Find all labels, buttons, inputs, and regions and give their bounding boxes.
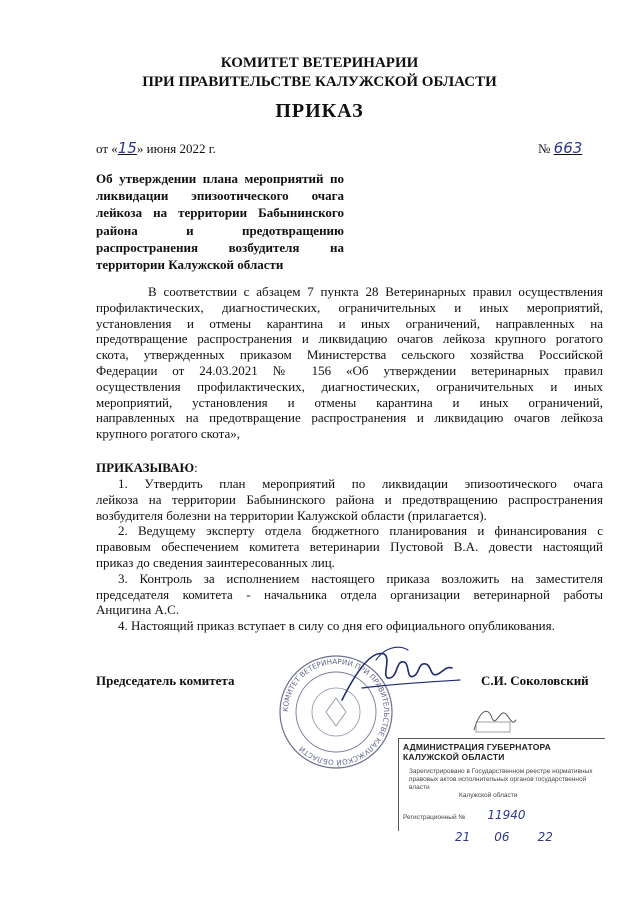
order-subject <box>96 170 344 273</box>
stamp-reg-number: 11940 <box>487 808 526 822</box>
signatory-name: С.И. Соколовский <box>481 673 589 688</box>
item-line: 3. Контроль за исполнением настоящего приказа возложить на заместителя <box>118 570 603 586</box>
date-day-handwritten: 15 <box>117 139 137 157</box>
preamble-line: В соответствии с абзацем 7 пункта 28 Ветеринарных правил осуществления <box>148 284 603 299</box>
preamble-line: установления и отмены карантина и иных ограничений, направленных на <box>96 315 603 331</box>
order-number <box>538 139 582 157</box>
agency-name-line2: ПРИ ПРАВИТЕЛЬСТВЕ КАЛУЖСКОЙ ОБЛАСТИ <box>142 74 497 90</box>
signature-scribble <box>332 640 472 710</box>
stamp-reg-label: Регистрационный № <box>403 814 466 821</box>
number-value-handwritten: 663 <box>553 139 583 157</box>
preamble-line: направленных на предотвращение распространения и ликвидацию очагов лейкоза <box>96 410 603 426</box>
subject-line: Об утверждении плана мероприятий по <box>96 171 344 186</box>
date-prefix: от « <box>96 141 118 156</box>
preamble-line: мероприятий, установления и отмены карантина и иных ограничений, <box>96 394 603 410</box>
stamp-line1: Зарегистрировано в Государственном реестре нормативных <box>409 768 593 775</box>
item-line: 4. Настоящий приказ вступает в силу со дня его официального опубликования. <box>118 618 555 634</box>
item-line: лейкоза на территории Бабынинского района и предотвращению распространения <box>96 491 603 507</box>
stamp-line3: Калужской области <box>459 792 518 799</box>
document-type: ПРИКАЗ <box>275 100 364 122</box>
preamble-line: профилактических, диагностических, ограничительных и иных мероприятий, <box>96 299 603 315</box>
stamp-date-row <box>455 828 605 846</box>
item-line: возбудителя болезни на территории Калужской области (прилагается). <box>96 507 487 523</box>
preamble-line: осуществления профилактических, диагностических, ограничительных и иных <box>96 378 603 394</box>
stamp-date-day: 21 <box>455 830 471 844</box>
stamp-date-month: 06 <box>494 830 510 844</box>
item-line: приказ до сведения заинтересованных лиц. <box>96 554 335 570</box>
stamp-line2: правовых актов исполнительных органов государственной власти <box>409 776 587 791</box>
order-item <box>96 523 603 570</box>
preamble-line: скота, утвержденных приказом Министерства сельского хозяйства Российской <box>96 347 603 363</box>
subject-line: лейкоза на территории Бабынинского <box>96 205 344 221</box>
number-prefix: № <box>538 141 551 156</box>
order-item <box>96 476 603 523</box>
subject-line: района и предотвращению <box>96 222 344 238</box>
stamp-title: АДМИНИСТРАЦИЯ ГУБЕРНАТОРА КАЛУЖСКОЙ ОБЛАСТИ <box>403 742 551 762</box>
item-line: 1. Утвердить план мероприятий по ликвидации эпизоотического очага <box>118 476 603 491</box>
preamble-line: предотвращение распространения и ликвидацию очагов лейкоза крупного рогатого <box>96 331 603 347</box>
preamble-line: Федерации от 24.03.2021 № 156 «Об утверждении ветеринарных правил <box>96 362 603 378</box>
preamble-paragraph <box>96 284 603 442</box>
order-word: ПРИКАЗЫВАЮ <box>96 460 195 475</box>
order-item <box>96 618 603 634</box>
signatory-position: Председатель комитета <box>96 673 235 688</box>
item-line: правовым обеспечением комитета ветеринарии Пустовой В.А. довести настоящий <box>96 539 603 555</box>
order-date <box>96 139 216 157</box>
preamble-line: крупного рогатого скота», <box>96 426 240 442</box>
subject-line: территории Калужской области <box>96 257 284 273</box>
date-suffix: » июня 2022 г. <box>136 141 216 156</box>
seal-ring-text: КОМИТЕТ ВЕТЕРИНАРИИ ПРИ ПРАВИТЕЛЬСТВЕ КАЛУЖСКОЙ ОБЛАСТИ <box>280 656 392 768</box>
order-item <box>96 571 603 618</box>
item-line: 2. Ведущему эксперту отдела бюджетного планирования и финансирования с <box>118 523 603 539</box>
stamp-date-year: 22 <box>537 830 553 844</box>
item-line: председателя комитета - начальника отдела организации ветеринарной работы <box>96 586 603 602</box>
item-line: Анцигина А.С. <box>96 602 180 618</box>
subject-line: распространения возбудителя на <box>96 239 344 255</box>
registration-stamp <box>398 738 605 844</box>
order-heading <box>96 460 198 476</box>
stamp-reg-row <box>403 806 605 824</box>
approval-mark <box>470 700 520 736</box>
subject-line: ликвидации эпизоотического очага <box>96 188 344 204</box>
order-items <box>96 476 603 634</box>
order-colon: : <box>194 460 198 475</box>
agency-name-line1: КОМИТЕТ ВЕТЕРИНАРИИ <box>220 55 419 71</box>
